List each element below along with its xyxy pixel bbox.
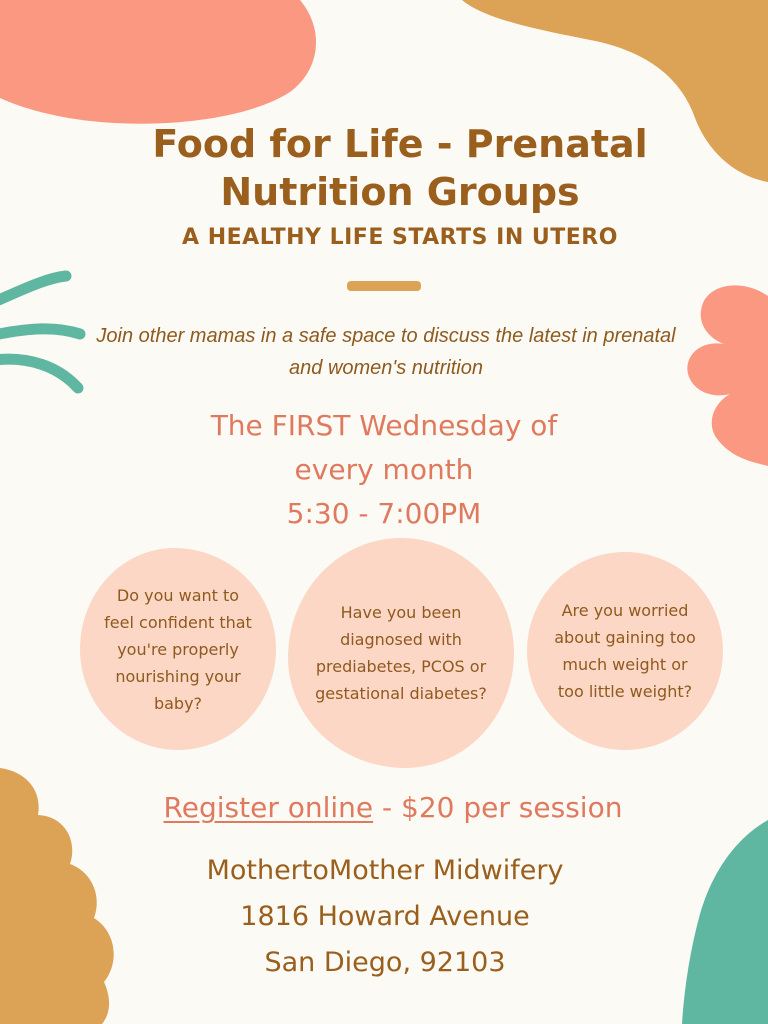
salmon-blob-top-left [0, 0, 316, 124]
schedule-day: The FIRST Wednesday of [210, 409, 558, 442]
divider [347, 281, 421, 291]
address-block [150, 848, 620, 986]
register-online-link[interactable]: Register online [163, 791, 374, 824]
salmon-flower-right [687, 285, 768, 466]
question-text: Have you been diagnosed with prediabetes, PCOS or gestational diabetes? [315, 603, 487, 703]
teal-blob-bottom-right [682, 820, 768, 1024]
question-bubble-nourishment [80, 548, 276, 750]
mustard-bush-bottom-left [0, 768, 114, 1024]
city-zip: San Diego, 92103 [264, 947, 506, 978]
teal-leaves-left [0, 276, 80, 388]
intro-text: Join other mamas in a safe space to discuss the latest in prenatal and women's nutrition [96, 325, 676, 379]
schedule-frequency: every month [294, 453, 474, 486]
question-bubble-weight [527, 552, 723, 750]
question-bubble-diagnosis [288, 538, 514, 768]
venue-name: MothertoMother Midwifery [206, 855, 564, 886]
subtitle: A HEALTHY LIFE STARTS IN UTERO [182, 225, 618, 250]
question-text: Are you worried about gaining too much weight or too little weight? [554, 601, 696, 701]
street-address: 1816 Howard Avenue [240, 901, 530, 932]
registration-line [100, 786, 686, 830]
question-text: Do you want to feel confident that you're properly nourishing your baby? [104, 585, 252, 713]
schedule-time: 5:30 - 7:00PM [286, 497, 482, 530]
session-price: - $20 per session [373, 791, 623, 824]
page-title: Food for Life - Prenatal Nutrition Groups [152, 122, 648, 214]
schedule [170, 404, 598, 536]
